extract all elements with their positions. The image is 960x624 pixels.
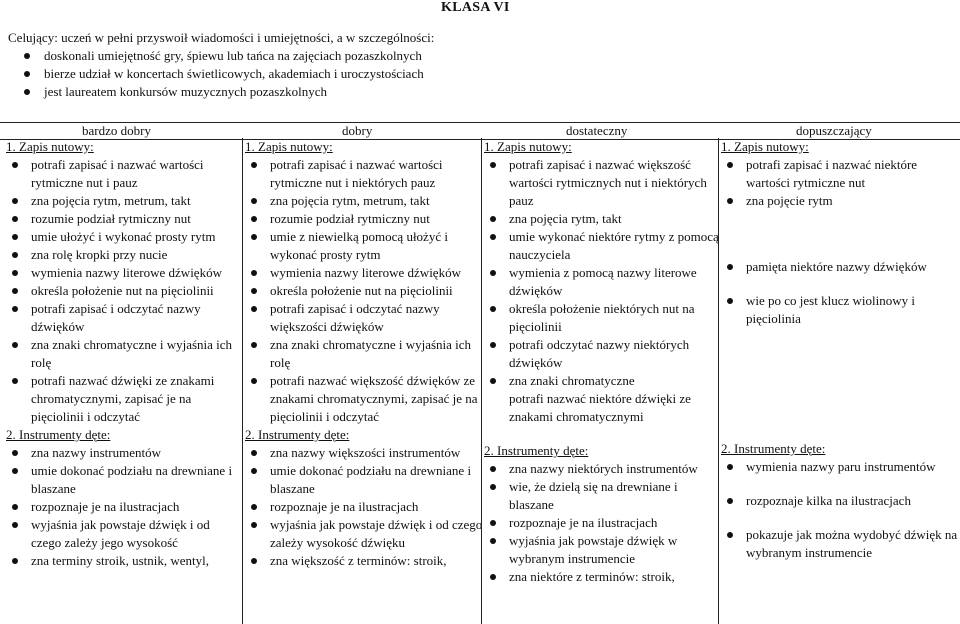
list-item: pokazuje jak można wydobyć dźwięk na wybranym instrumencie bbox=[721, 526, 960, 562]
column-good bbox=[242, 138, 483, 624]
list-item: rozpoznaje je na ilustracjach bbox=[6, 498, 238, 516]
notation-list bbox=[245, 156, 483, 426]
list-item: potrafi nazwać większość dźwięków ze znakami chromatycznymi, zapisać je na pięciolinii i odczytać bbox=[245, 372, 483, 426]
column-sufficient bbox=[481, 138, 720, 624]
list-item: potrafi zapisać i odczytać nazwy dźwięków bbox=[6, 300, 238, 336]
section-heading-notation: 1. Zapis nutowy: bbox=[721, 139, 809, 154]
instruments-list bbox=[721, 458, 960, 562]
section-heading-wind-instruments: 2. Instrumenty dęte: bbox=[6, 427, 111, 442]
column-very-good bbox=[6, 138, 238, 624]
list-item: zna rolę kropki przy nucie bbox=[6, 246, 238, 264]
list-item: potrafi odczytać nazwy niektórych dźwięków bbox=[484, 336, 720, 372]
grade-label-passing: dopuszczający bbox=[796, 123, 872, 138]
instruments-list bbox=[245, 444, 483, 570]
list-item: doskonali umiejętność gry, śpiewu lub tańca na zajęciach pozaszkolnych bbox=[24, 47, 434, 65]
list-item: potrafi zapisać i nazwać wartości rytmiczne nut i niektórych pauz bbox=[245, 156, 483, 192]
list-item: zna niektóre z terminów: stroik, bbox=[484, 568, 720, 586]
grade-label-good: dobry bbox=[342, 123, 373, 138]
page-title: KLASA VI bbox=[441, 0, 510, 15]
list-item: zna nazwy instrumentów bbox=[6, 444, 238, 462]
list-item: potrafi nazwać niektóre dźwięki ze znakami chromatycznymi bbox=[509, 391, 691, 424]
list-item: rozumie podział rytmiczny nut bbox=[6, 210, 238, 228]
list-item: zna pojęcie rytm bbox=[721, 192, 960, 210]
list-item: wymienia nazwy literowe dźwięków bbox=[245, 264, 483, 282]
list-item: zna nazwy większości instrumentów bbox=[245, 444, 483, 462]
intro-list bbox=[8, 47, 434, 101]
list-item: jest laureatem konkursów muzycznych pozaszkolnych bbox=[24, 83, 434, 101]
list-item: umie dokonać podziału na drewniane i blaszane bbox=[245, 462, 483, 498]
list-item: wyjaśnia jak powstaje dźwięk w wybranym instrumencie bbox=[484, 532, 720, 568]
notation-list-continued bbox=[721, 258, 960, 328]
notation-list bbox=[6, 156, 238, 426]
list-item: zna znaki chromatyczne bbox=[484, 372, 720, 390]
list-item: bierze udział w koncertach świetlicowych, akademiach i uroczystościach bbox=[24, 65, 434, 83]
list-item: określa położenie nut na pięciolinii bbox=[245, 282, 483, 300]
section-heading-wind-instruments: 2. Instrumenty dęte: bbox=[245, 427, 350, 442]
list-item: określa położenie nut na pięciolinii bbox=[6, 282, 238, 300]
section-heading-wind-instruments: 2. Instrumenty dęte: bbox=[721, 441, 826, 456]
list-item: potrafi zapisać i nazwać niektóre wartości rytmiczne nut bbox=[721, 156, 960, 192]
list-item: zna pojęcia rytm, takt bbox=[484, 210, 720, 228]
list-item: zna pojęcia rytm, metrum, takt bbox=[245, 192, 483, 210]
list-item: rozpoznaje je na ilustracjach bbox=[484, 514, 720, 532]
column-passing bbox=[718, 138, 960, 624]
list-item: umie ułożyć i wykonać prosty rytm bbox=[6, 228, 238, 246]
grade-label-very-good: bardzo dobry bbox=[82, 123, 151, 138]
list-item: potrafi zapisać i nazwać większość wartości rytmicznych nut i niektórych pauz bbox=[484, 156, 720, 210]
grade-label-sufficient: dostateczny bbox=[566, 123, 628, 138]
list-item: zna nazwy niektórych instrumentów bbox=[484, 460, 720, 478]
intro-heading: Celujący: uczeń w pełni przyswoił wiadomości i umiejętności, a w szczególności: bbox=[8, 30, 435, 45]
list-item: wymienia z pomocą nazwy literowe dźwięków bbox=[484, 264, 720, 300]
list-item: rozpoznaje kilka na ilustracjach bbox=[721, 492, 960, 510]
instruments-list bbox=[6, 444, 238, 570]
instruments-list bbox=[484, 460, 720, 586]
list-item: umie z niewielką pomocą ułożyć i wykonać prosty rytm bbox=[245, 228, 483, 264]
intro-section bbox=[8, 29, 434, 101]
list-item: zna terminy stroik, ustnik, wentyl, bbox=[6, 552, 238, 570]
list-item: wymienia nazwy paru instrumentów bbox=[721, 458, 960, 476]
list-item: wyjaśnia jak powstaje dźwięk i od czego zależy jego wysokość bbox=[6, 516, 238, 552]
list-item: zna znaki chromatyczne i wyjaśnia ich rolę bbox=[245, 336, 483, 372]
list-item: rozumie podział rytmiczny nut bbox=[245, 210, 483, 228]
list-item: zna pojęcia rytm, metrum, takt bbox=[6, 192, 238, 210]
list-item: pamięta niektóre nazwy dźwięków bbox=[721, 258, 960, 276]
list-item: określa położenie niektórych nut na pięciolinii bbox=[484, 300, 720, 336]
section-heading-notation: 1. Zapis nutowy: bbox=[245, 139, 333, 154]
list-item: wie po co jest klucz wiolinowy i pięciolinia bbox=[721, 292, 960, 328]
section-heading-notation: 1. Zapis nutowy: bbox=[6, 139, 94, 154]
list-item: potrafi nazwać dźwięki ze znakami chromatycznymi, zapisać je na pięciolinii i odczytać bbox=[6, 372, 238, 426]
list-item: umie wykonać niektóre rytmy z pomocą nauczyciela bbox=[484, 228, 720, 264]
list-item: umie dokonać podziału na drewniane i blaszane bbox=[6, 462, 238, 498]
list-item: rozpoznaje je na ilustracjach bbox=[245, 498, 483, 516]
list-item: wie, że dzielą się na drewniane i blaszane bbox=[484, 478, 720, 514]
section-heading-notation: 1. Zapis nutowy: bbox=[484, 139, 572, 154]
list-item: wyjaśnia jak powstaje dźwięk i od czego zależy wysokość dźwięku bbox=[245, 516, 483, 552]
list-item: wymienia nazwy literowe dźwięków bbox=[6, 264, 238, 282]
list-item: zna znaki chromatyczne i wyjaśnia ich rolę bbox=[6, 336, 238, 372]
notation-list bbox=[484, 156, 720, 426]
list-item: zna większość z terminów: stroik, bbox=[245, 552, 483, 570]
notation-list bbox=[721, 156, 960, 210]
section-heading-wind-instruments: 2. Instrumenty dęte: bbox=[484, 443, 589, 458]
list-item: potrafi zapisać i odczytać nazwy większości dźwięków bbox=[245, 300, 483, 336]
list-item: potrafi zapisać i nazwać wartości rytmiczne nut i pauz bbox=[6, 156, 238, 192]
